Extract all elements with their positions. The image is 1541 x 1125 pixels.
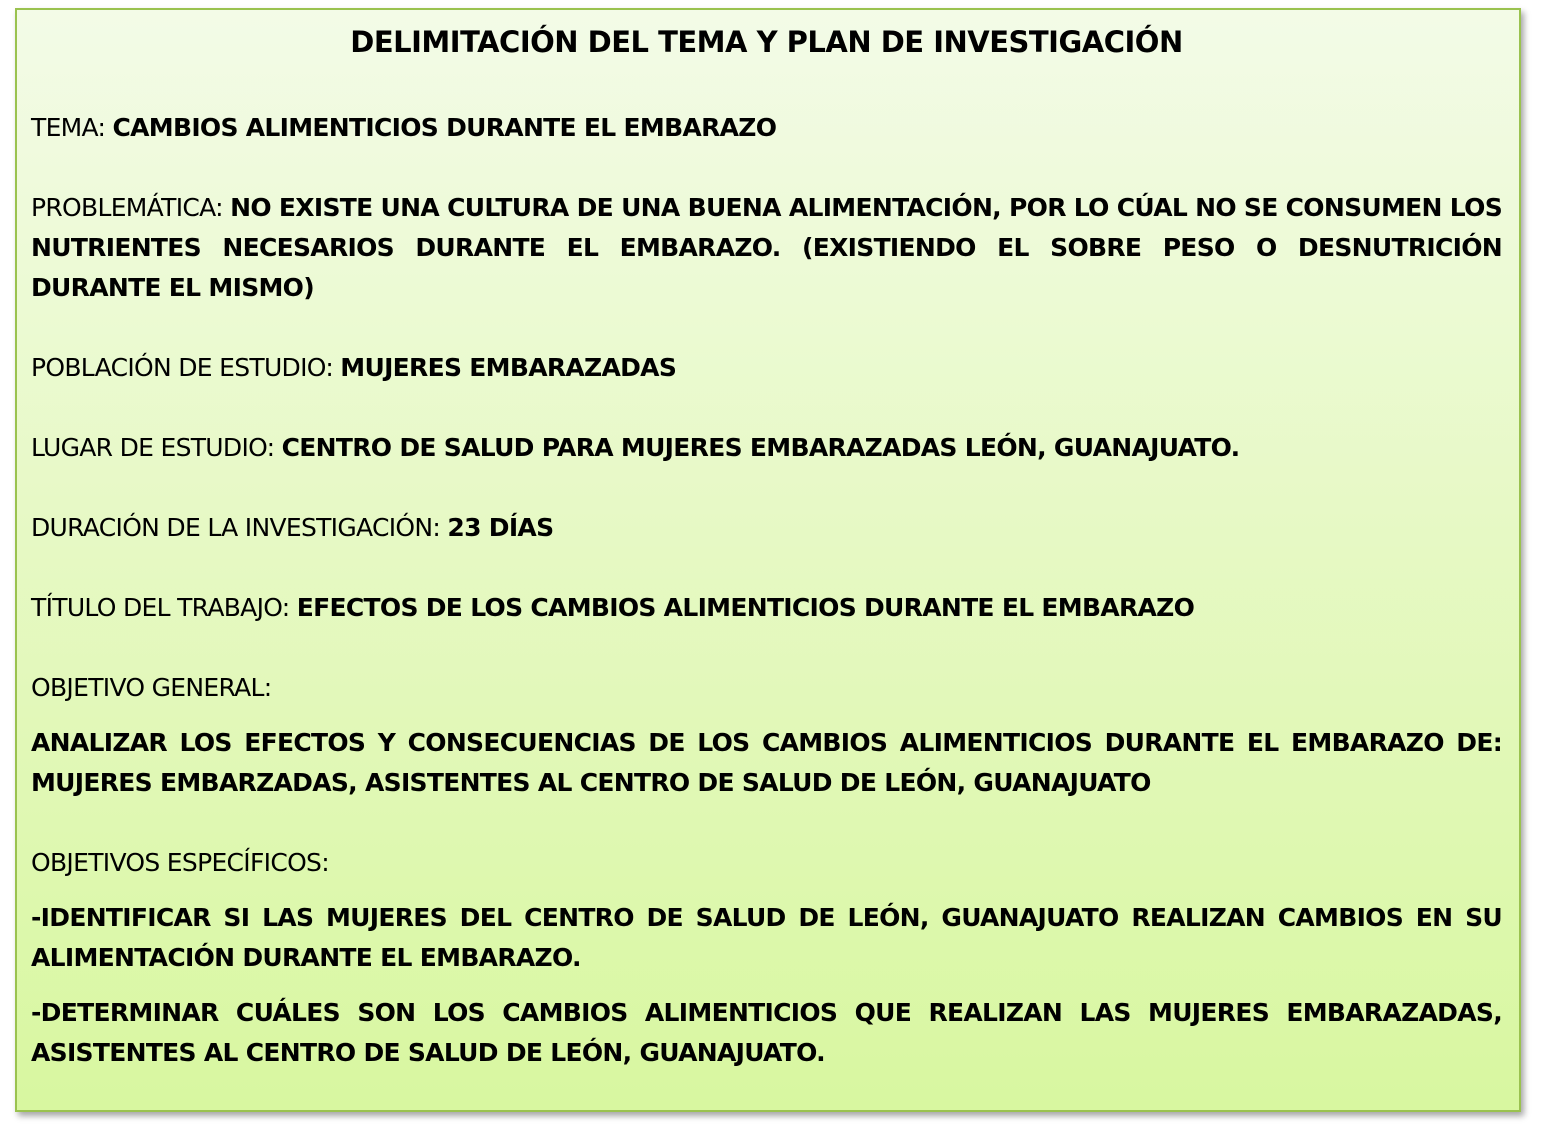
document-title: DELIMITACIÓN DEL TEMA Y PLAN DE INVESTIGACIÓN [350,25,1183,59]
titulo-row [31,588,1502,628]
poblacion-value: MUJERES EMBARAZADAS [340,353,677,382]
lugar-row [31,428,1502,468]
objetivo-especifico-item: -IDENTIFICAR SI LAS MUJERES DEL CENTRO DE SALUD DE LEÓN, GUANAJUATO REALIZAN CAMBIOS EN SU ALIMENTACIÓN DURANTE EL EMBARAZO. [31,903,1502,972]
tema-label: TEMA: [31,113,113,142]
titulo-label: TÍTULO DEL TRABAJO: [31,593,297,622]
research-plan-card [15,8,1521,1112]
objetivo-general-label: OBJETIVO GENERAL: [31,673,272,702]
titulo-value: EFECTOS DE LOS CAMBIOS ALIMENTICIOS DURANTE EL EMBARAZO [296,593,1195,622]
duracion-value: 23 DÍAS [447,513,554,542]
tema-row [31,108,1502,148]
tema-value: CAMBIOS ALIMENTICIOS DURANTE EL EMBARAZO [112,113,777,142]
poblacion-label: POBLACIÓN DE ESTUDIO: [31,353,341,382]
objetivo-especifico-item: -DETERMINAR CUÁLES SON LOS CAMBIOS ALIMENTICIOS QUE REALIZAN LAS MUJERES EMBARAZADAS, ASISTENTES AL CENTRO DE SALUD DE LEÓN, GUANAJUATO. [31,998,1502,1067]
lugar-value: CENTRO DE SALUD PARA MUJERES EMBARAZADAS LEÓN, GUANAJUATO. [281,433,1240,462]
poblacion-row [31,348,1502,388]
objetivos-especificos-label: OBJETIVOS ESPECÍFICOS: [31,848,329,877]
duracion-label: DURACIÓN DE LA INVESTIGACIÓN: [31,513,448,542]
problematica-label: PROBLEMÁTICA: [31,193,231,222]
objetivo-general-value: ANALIZAR LOS EFECTOS Y CONSECUENCIAS DE LOS CAMBIOS ALIMENTICIOS DURANTE EL EMBARAZO DE: MUJERES EMBARZADAS, ASISTENTES AL CENTRO DE SALUD DE LEÓN, GUANAJUATO [31,728,1502,797]
problematica-row [31,188,1502,308]
problematica-value: NO EXISTE UNA CULTURA DE UNA BUENA ALIMENTACIÓN, POR LO CÚAL NO SE CONSUMEN LOS NUTRIENTES NECESARIOS DURANTE EL EMBARAZO. (EXISTIENDO EL SOBRE PESO O DESNUTRICIÓN DURANTE EL MISMO) [31,193,1502,302]
duracion-row [31,508,1502,548]
lugar-label: LUGAR DE ESTUDIO: [31,433,282,462]
